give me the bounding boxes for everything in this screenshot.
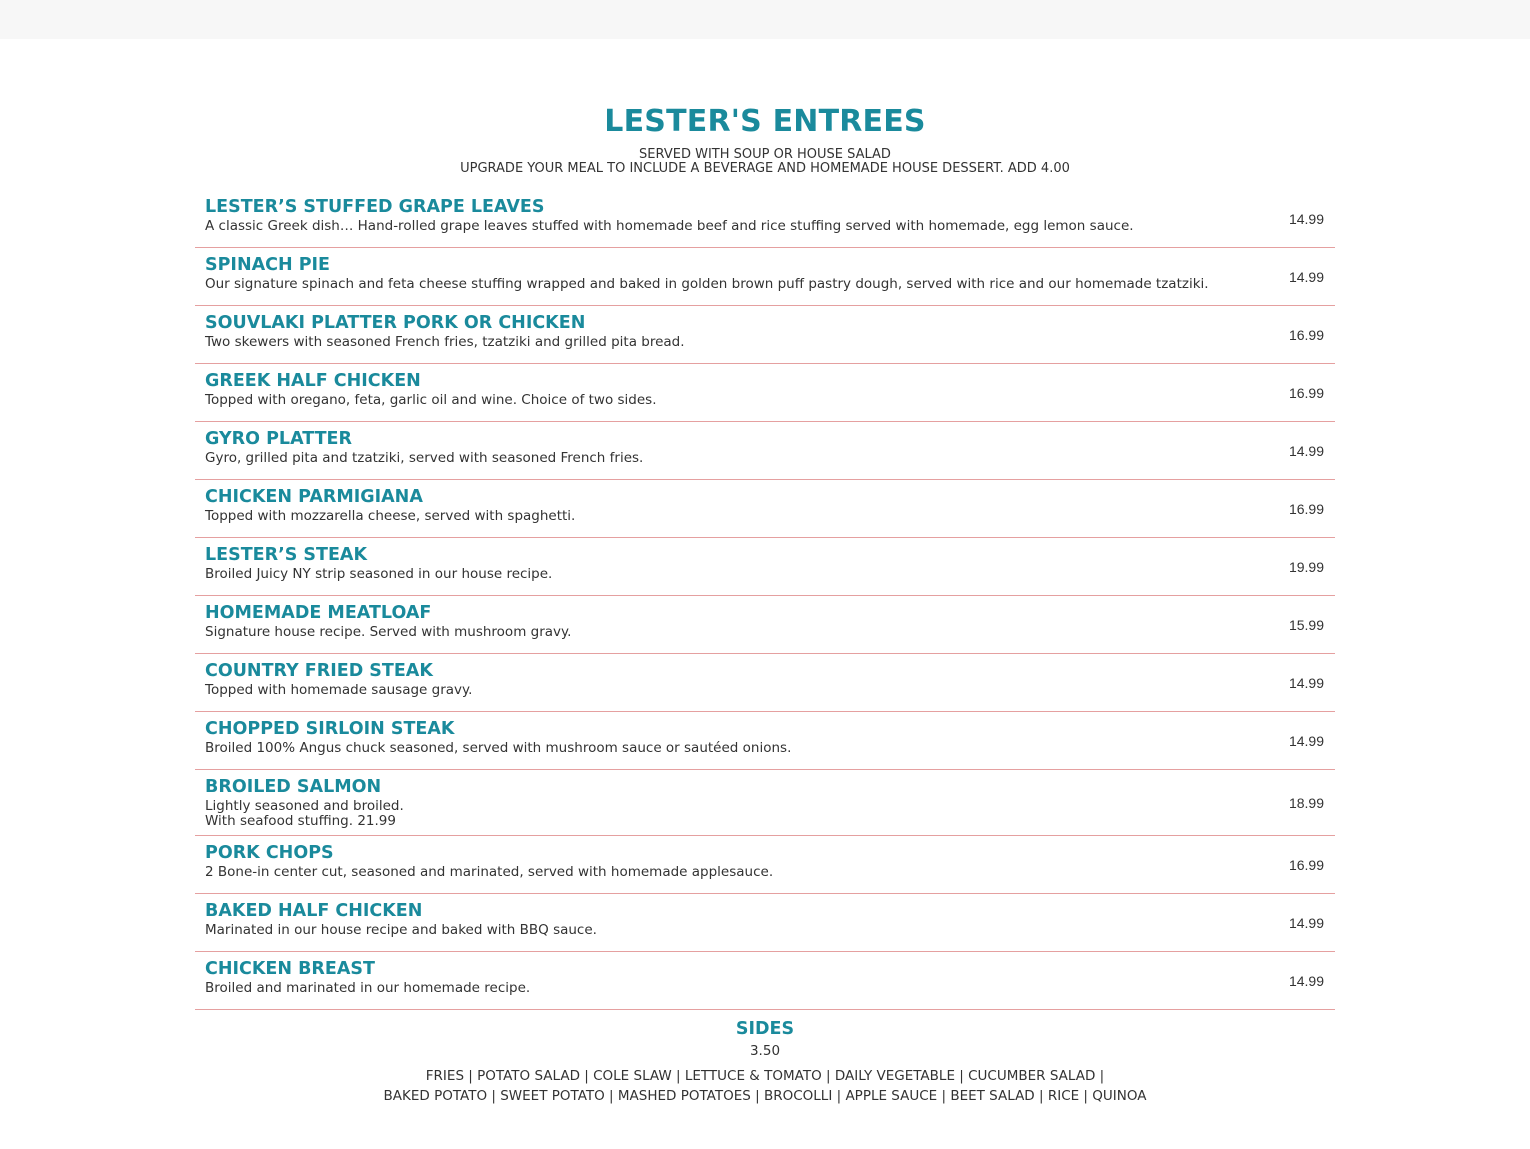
menu-item-price: 14.99 xyxy=(1288,674,1324,691)
menu-item-price: 16.99 xyxy=(1288,500,1324,517)
menu-item-price: 14.99 xyxy=(1288,442,1324,459)
menu-item-name: SOUVLAKI PLATTER PORK OR CHICKEN xyxy=(205,313,586,333)
menu-item-price: 18.99 xyxy=(1288,794,1324,811)
menu-item-name: GYRO PLATTER xyxy=(205,429,352,449)
menu-item-description: Gyro, grilled pita and tzatziki, served with seasoned French fries. xyxy=(205,450,644,466)
menu-item xyxy=(195,952,1335,1010)
menu-item xyxy=(195,894,1335,952)
menu-item xyxy=(195,364,1335,422)
menu-item-name: HOMEMADE MEATLOAF xyxy=(205,603,432,623)
menu-item-name: BROILED SALMON xyxy=(205,777,382,797)
menu-item-name: CHOPPED SIRLOIN STEAK xyxy=(205,719,455,739)
sides-title: SIDES xyxy=(735,1019,795,1039)
menu-item xyxy=(195,306,1335,364)
subtitle-upgrade: UPGRADE YOUR MEAL TO INCLUDE A BEVERAGE AND HOMEMADE HOUSE DESSERT. ADD 4.00 xyxy=(460,161,1070,176)
menu-item xyxy=(195,190,1335,248)
menu-item-price: 16.99 xyxy=(1288,384,1324,401)
menu-item-description: 2 Bone-in center cut, seasoned and marinated, served with homemade applesauce. xyxy=(205,864,774,880)
menu-item-description: Topped with oregano, feta, garlic oil and wine. Choice of two sides. xyxy=(205,392,657,408)
menu-item-price: 19.99 xyxy=(1288,558,1324,575)
menu-item-price: 14.99 xyxy=(1288,732,1324,749)
menu-item xyxy=(195,654,1335,712)
menu-item-description: A classic Greek dish… Hand-rolled grape leaves stuffed with homemade beef and rice stuffing served with homemade, egg lemon sauce. xyxy=(205,218,1134,234)
menu-item-price: 15.99 xyxy=(1288,616,1324,633)
menu-item-name: CHICKEN BREAST xyxy=(205,959,375,979)
subtitle-served-with: SERVED WITH SOUP OR HOUSE SALAD xyxy=(639,147,891,162)
entrees-menu xyxy=(195,100,1335,1106)
menu-item xyxy=(195,596,1335,654)
menu-item-description: Broiled and marinated in our homemade recipe. xyxy=(205,980,531,996)
menu-item xyxy=(195,538,1335,596)
sides-list-line: BAKED POTATO | SWEET POTATO | MASHED POTATOES | BROCOLLI | APPLE SAUCE | BEET SALAD | RICE | QUINOA xyxy=(383,1088,1147,1104)
menu-item-name: LESTER’S STUFFED GRAPE LEAVES xyxy=(205,197,545,217)
menu-item-description: Two skewers with seasoned French fries, tzatziki and grilled pita bread. xyxy=(205,334,685,350)
subtitle-block xyxy=(195,148,1335,176)
menu-item xyxy=(195,836,1335,894)
menu-item-price: 16.99 xyxy=(1288,326,1324,343)
menu-item-description: Broiled Juicy NY strip seasoned in our house recipe. xyxy=(205,566,553,582)
sides-list xyxy=(195,1066,1335,1106)
menu-item-description: Signature house recipe. Served with mushroom gravy. xyxy=(205,624,572,640)
menu-item-price: 14.99 xyxy=(1288,268,1324,285)
menu-item-name: PORK CHOPS xyxy=(205,843,334,863)
menu-item-price: 14.99 xyxy=(1288,914,1324,931)
menu-item-description: Broiled 100% Angus chuck seasoned, served with mushroom sauce or sautéed onions. xyxy=(205,740,792,756)
menu-item-name: GREEK HALF CHICKEN xyxy=(205,371,421,391)
menu-item-name: SPINACH PIE xyxy=(205,255,331,275)
page-title: LESTER'S ENTREES xyxy=(604,104,926,139)
sides-price: 3.50 xyxy=(749,1043,781,1059)
menu-items-list xyxy=(195,190,1335,1010)
sides-list-line: FRIES | POTATO SALAD | COLE SLAW | LETTUCE & TOMATO | DAILY VEGETABLE | CUCUMBER SALAD | xyxy=(425,1068,1105,1084)
menu-item xyxy=(195,248,1335,306)
menu-item-price: 16.99 xyxy=(1288,856,1324,873)
menu-item-name: COUNTRY FRIED STEAK xyxy=(205,661,433,681)
menu-item-price: 14.99 xyxy=(1288,210,1324,227)
menu-item-description: Our signature spinach and feta cheese stuffing wrapped and baked in golden brown puff pastry dough, served with rice and our homemade tzatziki. xyxy=(205,276,1209,292)
menu-item xyxy=(195,770,1335,836)
menu-item-description: Marinated in our house recipe and baked with BBQ sauce. xyxy=(205,922,597,938)
sides-section xyxy=(195,1018,1335,1106)
menu-item-description: Lightly seasoned and broiled. xyxy=(205,798,404,814)
menu-item-name: LESTER’S STEAK xyxy=(205,545,368,565)
menu-item-description: Topped with mozzarella cheese, served with spaghetti. xyxy=(205,508,576,524)
menu-item-description: Topped with homemade sausage gravy. xyxy=(205,682,473,698)
menu-item-description-extra: With seafood stuffing. 21.99 xyxy=(205,813,396,829)
menu-item-name: BAKED HALF CHICKEN xyxy=(205,901,423,921)
menu-item xyxy=(195,712,1335,770)
menu-item-name: CHICKEN PARMIGIANA xyxy=(205,487,423,507)
menu-item xyxy=(195,480,1335,538)
top-bar xyxy=(0,0,1530,39)
menu-item xyxy=(195,422,1335,480)
menu-item-price: 14.99 xyxy=(1288,972,1324,989)
